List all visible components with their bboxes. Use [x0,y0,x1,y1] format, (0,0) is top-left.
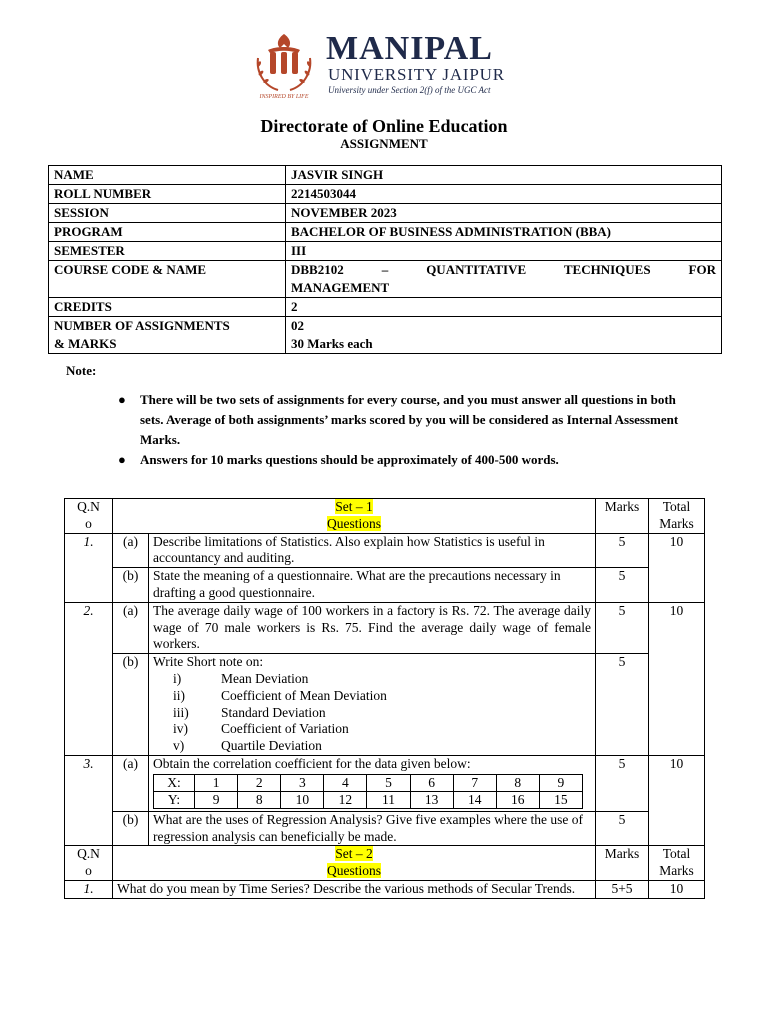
total-header [649,499,705,534]
set2-header-row [65,846,705,881]
note-label: Note: [66,363,97,378]
question-text-block [149,654,596,756]
question-row [65,602,705,653]
assign-value-line2: 30 Marks each [291,336,373,351]
note-list [112,390,684,470]
page-subtitle: ASSIGNMENT [340,136,428,151]
set2-heading [113,846,596,881]
x-value: 3 [281,774,324,791]
note-text: There will be two sets of assignments for every course, and you must answer all questions in both sets. Average of both assignments’ marks scored by you will be considered as Internal Assessment Marks. [140,392,679,447]
sub-label: (a) [113,602,149,653]
brand-subtitle: UNIVERSITY JAIPUR [328,65,505,84]
question-marks: 5+5 [596,880,649,898]
y-value: 10 [281,791,324,808]
question-marks: 5 [596,602,649,653]
info-value: III [286,242,722,261]
question-text: Obtain the correlation coefficient for the data given below: [153,755,471,771]
set1-label: Set – 1 [335,499,373,514]
info-key: PROGRAM [49,223,286,242]
question-text: Write Short note on: [153,654,264,670]
info-row-program [49,223,722,242]
short-note-item [173,705,591,722]
info-row-roll [49,185,722,204]
question-row [65,533,705,568]
question-row [65,880,705,898]
sub-label: (a) [113,755,149,811]
question-text: State the meaning of a questionnaire. What are the precautions necessary in drafting a good questionnaire. [149,568,596,603]
question-text: The average daily wage of 100 workers in a factory is Rs. 72. The average daily wage of 70 male workers is Rs. 75. Find the average daily wage of female workers. [149,602,596,653]
bullet-icon: ● [118,452,126,467]
info-key: SEMESTER [49,242,286,261]
qno-header-line2: o [85,515,92,531]
short-note-item [173,671,591,688]
info-row-name [49,166,722,185]
set1-heading [113,499,596,534]
sub-label: (b) [113,568,149,603]
qno-header [65,499,113,534]
info-row-assignments [49,317,722,354]
brand-name: MANIPAL [326,30,493,67]
note-item [112,450,684,470]
info-value: 2 [286,298,722,317]
question-marks: 5 [596,568,649,603]
brand-tagline: University under Section 2(f) of the UGC Act [328,85,491,95]
manipal-emblem-icon [248,28,320,100]
qno-header-line2: o [85,863,92,879]
y-value: 13 [410,791,453,808]
roman-numeral: iii) [173,704,189,720]
total-header-line1: Total [662,846,691,862]
info-row-session [49,204,722,223]
x-value: 5 [367,774,410,791]
y-value: 11 [367,791,410,808]
y-value: 9 [195,791,238,808]
roman-numeral: iv) [173,721,188,737]
info-key [49,317,286,354]
x-row [154,774,583,791]
short-note-item [173,721,591,738]
qno-header-line1: Q.N [77,846,100,862]
roman-numeral: ii) [173,687,185,703]
question-row [65,568,705,603]
short-note-text: Coefficient of Mean Deviation [221,687,387,703]
x-value: 6 [410,774,453,791]
set2-label: Set – 2 [335,846,373,862]
question-marks: 5 [596,533,649,568]
correlation-data-table [153,774,583,809]
question-marks: 5 [596,811,649,846]
question-total: 10 [649,755,705,845]
question-marks: 5 [596,755,649,811]
student-info-table [48,165,722,354]
x-value: 8 [496,774,539,791]
x-label: X: [154,774,195,791]
y-row [154,791,583,808]
course-value-line2: MANAGEMENT [291,280,390,295]
total-header-line1: Total [662,499,691,514]
info-key: COURSE CODE & NAME [49,261,286,298]
roman-numeral: i) [173,670,182,686]
question-text: Describe limitations of Statistics. Also explain how Statistics is useful in accountancy and auditing. [149,533,596,568]
note-item [112,390,684,450]
question-total: 10 [649,602,705,755]
assign-key-line2: & MARKS [54,336,117,351]
short-note-text: Coefficient of Variation [221,721,349,737]
question-number: 3. [65,755,113,845]
qno-header [65,846,113,881]
short-note-text: Mean Deviation [221,670,309,686]
x-value: 1 [195,774,238,791]
marks-header: Marks [596,499,649,534]
info-value [286,317,722,354]
sub-label: (a) [113,533,149,568]
info-value: BACHELOR OF BUSINESS ADMINISTRATION (BBA) [286,223,722,242]
y-value: 16 [496,791,539,808]
y-value: 12 [324,791,367,808]
x-value: 9 [539,774,582,791]
sub-label: (b) [113,811,149,846]
info-row-credits [49,298,722,317]
info-value: 2214503044 [286,185,722,204]
question-number: 1. [65,880,113,898]
total-header [649,846,705,881]
info-value [286,261,722,298]
info-key: NAME [49,166,286,185]
y-label: Y: [154,791,195,808]
marks-header: Marks [596,846,649,881]
set1-header-row [65,499,705,534]
page-title: Directorate of Online Education [260,116,508,136]
question-text: What are the uses of Regression Analysis? Give five examples where the use of regression analysis can beneficially be made. [149,811,596,846]
questions-label: Questions [327,863,381,879]
emblem-motto: INSPIRED BY LIFE [259,94,309,100]
x-value: 2 [238,774,281,791]
info-row-semester [49,242,722,261]
question-total: 10 [649,880,705,898]
info-value: JASVIR SINGH [286,166,722,185]
info-row-course [49,261,722,298]
total-header-line2: Marks [659,863,694,879]
info-key: CREDITS [49,298,286,317]
info-key: SESSION [49,204,286,223]
short-note-list [153,671,591,755]
question-text-block [149,755,596,811]
info-key: ROLL NUMBER [49,185,286,204]
question-number: 1. [65,533,113,602]
note-text: Answers for 10 marks questions should be approximately of 400-500 words. [140,452,559,467]
assign-key-line1: NUMBER OF ASSIGNMENTS [54,318,230,333]
roman-numeral: v) [173,738,185,754]
bullet-icon: ● [118,392,126,407]
course-value-line1: DB​B2102 – QUANTITATIVE TECHNIQUES FOR [291,262,716,277]
y-value: 15 [539,791,582,808]
qno-header-line1: Q.N [77,499,100,514]
y-value: 8 [238,791,281,808]
short-note-item [173,738,591,755]
x-value: 4 [324,774,367,791]
sub-label: (b) [113,654,149,756]
question-text: What do you mean by Time Series? Describe the various methods of Secular Trends. [113,880,596,898]
question-total: 10 [649,533,705,602]
question-marks: 5 [596,654,649,756]
short-note-item [173,688,591,705]
short-note-text: Standard Deviation [221,704,326,720]
info-value: NOVEMBER 2023 [286,204,722,223]
question-table [64,498,705,899]
assign-value-line1: 02 [291,318,304,333]
total-header-line2: Marks [659,515,694,531]
x-value: 7 [453,774,496,791]
y-value: 14 [453,791,496,808]
question-row [65,654,705,756]
question-row [65,755,705,811]
question-number: 2. [65,602,113,755]
questions-label: Questions [327,515,381,531]
university-logo [248,28,538,98]
short-note-text: Quartile Deviation [221,738,322,754]
question-row [65,811,705,846]
